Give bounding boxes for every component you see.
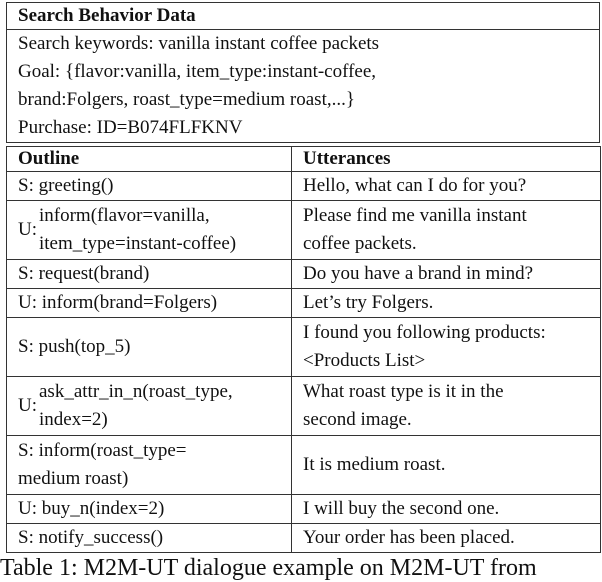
table-row: [7, 524, 601, 553]
outline-cell: S: greeting(): [7, 172, 292, 201]
utterance-line: coffee packets.: [303, 233, 417, 254]
outline-line: index=2): [39, 409, 108, 430]
utterance-cell: [292, 377, 601, 436]
utterance-cell: [292, 318, 601, 377]
outline-cell: U: buy_n(index=2): [7, 495, 292, 524]
table-row: [7, 172, 601, 201]
utterance-cell: [292, 201, 601, 260]
table-row: [7, 201, 601, 260]
table-caption: Table 1: M2M-UT dialogue example on M2M-UT from: [0, 555, 537, 581]
outline-cell: [7, 377, 292, 436]
outline-line: item_type=instant-coffee): [39, 233, 237, 254]
table-row: [7, 377, 601, 436]
table-row: [7, 260, 601, 289]
utterance-line: What roast type is it in the: [303, 381, 504, 402]
utterance-cell: I will buy the second one.: [292, 495, 601, 524]
speaker-label: U:: [18, 219, 37, 240]
utterance-cell: Do you have a brand in mind?: [292, 260, 601, 289]
utterance-line: I found you following products:: [303, 322, 546, 343]
speaker-label: U:: [18, 395, 37, 416]
outline-cell: [7, 436, 292, 495]
utterances-header: Utterances: [292, 147, 601, 172]
outline-cell: [7, 201, 292, 260]
outline-cell: S: request(brand): [7, 260, 292, 289]
outline-line: S: inform(roast_type=: [18, 440, 187, 461]
goal-line-1: Goal: {flavor:vanilla, item_type:instant-coffee,: [18, 61, 377, 82]
utterance-cell: Your order has been placed.: [292, 524, 601, 553]
dialog-table: [6, 146, 601, 553]
outline-line: medium roast): [18, 468, 129, 489]
utterance-line: Please find me vanilla instant: [303, 205, 527, 226]
utterance-cell: Hello, what can I do for you?: [292, 172, 601, 201]
utterance-cell: Let’s try Folgers.: [292, 289, 601, 318]
search-keywords: Search keywords: vanilla instant coffee packets: [18, 33, 380, 54]
outline-cell: U: inform(brand=Folgers): [7, 289, 292, 318]
utterance-cell: It is medium roast.: [292, 436, 601, 495]
table-header-row: [7, 147, 601, 172]
outline-cell: S: notify_success(): [7, 524, 292, 553]
table-row: [7, 318, 601, 377]
outline-cell: S: push(top_5): [7, 318, 292, 377]
table-row: [7, 436, 601, 495]
search-behavior-title: Search Behavior Data: [7, 3, 599, 30]
table-row: [7, 495, 601, 524]
outline-header: Outline: [7, 147, 292, 172]
table-row: [7, 289, 601, 318]
utterance-line: second image.: [303, 409, 412, 430]
search-behavior-box: [6, 2, 600, 143]
utterance-line: <Products List>: [303, 350, 426, 371]
goal-line-2: brand:Folgers, roast_type=medium roast,...}: [18, 89, 355, 110]
outline-line: ask_attr_in_n(roast_type,: [39, 381, 233, 402]
purchase-id: Purchase: ID=B074FLFKNV: [18, 117, 243, 138]
outline-line: inform(flavor=vanilla,: [39, 205, 210, 226]
